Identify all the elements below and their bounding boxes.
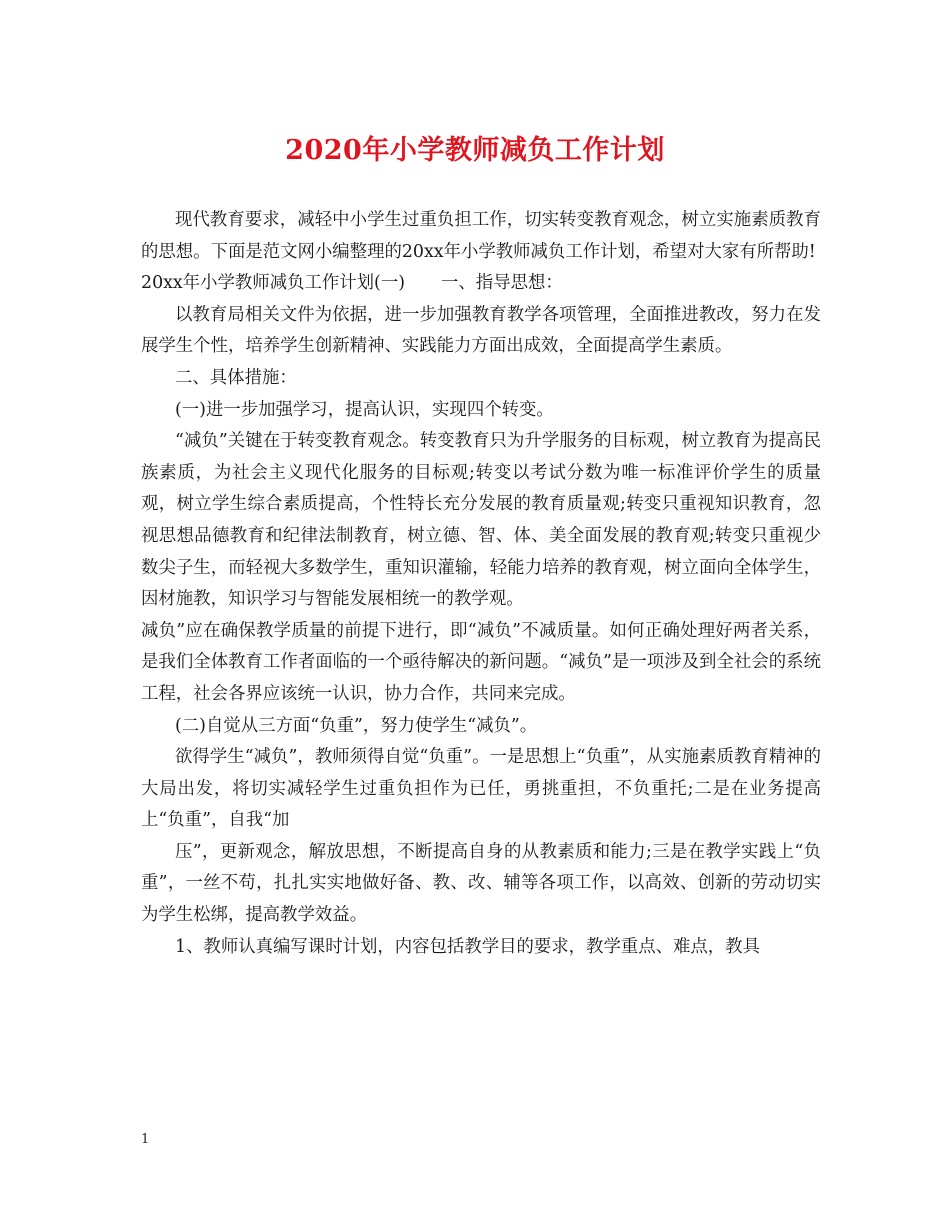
guiding-paragraph: 以教育局相关文件为依据，进一步加强教育教学各项管理，全面推进教改，努力在发展学生个性，培养学生创新精神、实践能力方面出成效，全面提高学生素质。	[141, 304, 821, 357]
measure1-heading: (一)进一步加强学习，提高认识，实现四个转变。	[175, 399, 554, 420]
item1-paragraph: 1、教师认真编写课时计划，内容包括教学目的要求，教学重点、难点，教具	[175, 936, 760, 957]
measure2-heading: (二)自觉从三方面“负重”，努力使学生“减负”。	[175, 715, 538, 736]
measure1-paragraph-continued: 减负”应在确保教学质量的前提下进行，即“减负”不减质量。如何正确处理好两者关系，是我们全体教育工作者面临的一个亟待解决的新问题。“减负”是一项涉及到全社会的系统工程，社会各界应该统一认识，协力合作，共同来完成。	[141, 620, 821, 704]
page-number: 1	[141, 1132, 150, 1147]
section1-heading: 20xx年小学教师减负工作计划(一)	[141, 273, 406, 294]
section1-heading-line	[141, 268, 821, 300]
measure2-paragraph-continued: 压”，更新观念，解放思想，不断提高自身的从教素质和能力;三是在教学实践上“负重”，一丝不苟，扎扎实实地做好备、教、改、辅等各项工作，以高效、创新的劳动切实为学生松绑，提高教学效益。	[141, 841, 821, 926]
document-body	[141, 205, 821, 963]
intro-paragraph: 现代教育要求，减轻中小学生过重负担工作，切实转变教育观念，树立实施素质教育的思想。下面是范文网小编整理的20xx年小学教师减负工作计划，希望对大家有所帮助!	[141, 210, 821, 262]
guiding-heading: 一、指导思想：	[441, 273, 563, 294]
document-title: 2020年小学教师减负工作计划	[285, 135, 665, 166]
measure1-paragraph: “减负”关键在于转变教育观念。转变教育只为升学服务的目标观，树立教育为提高民族素质，为社会主义现代化服务的目标观;转变以考试分数为唯一标准评价学生的质量观，树立学生综合素质提高，个性特长充分发展的教育质量观;转变只重视知识教育，忽视思想品德教育和纪律法制教育，树立德、智、体、美全面发展的教育观;转变只重视少数尖子生，而轻视大多数学生，重知识灌输，轻能力培养的教育观，树立面向全体学生，因材施教，知识学习与智能发展相统一的教学观。	[141, 431, 821, 610]
measure2-paragraph: 欲得学生“减负”，教师须得自觉“负重”。一是思想上“负重”，从实施素质教育精神的大局出发，将切实减轻学生过重负担作为已任，勇挑重担，不负重托;二是在业务提高上“负重”，自我“加	[141, 747, 821, 831]
measures-heading: 二、具体措施：	[175, 367, 297, 388]
